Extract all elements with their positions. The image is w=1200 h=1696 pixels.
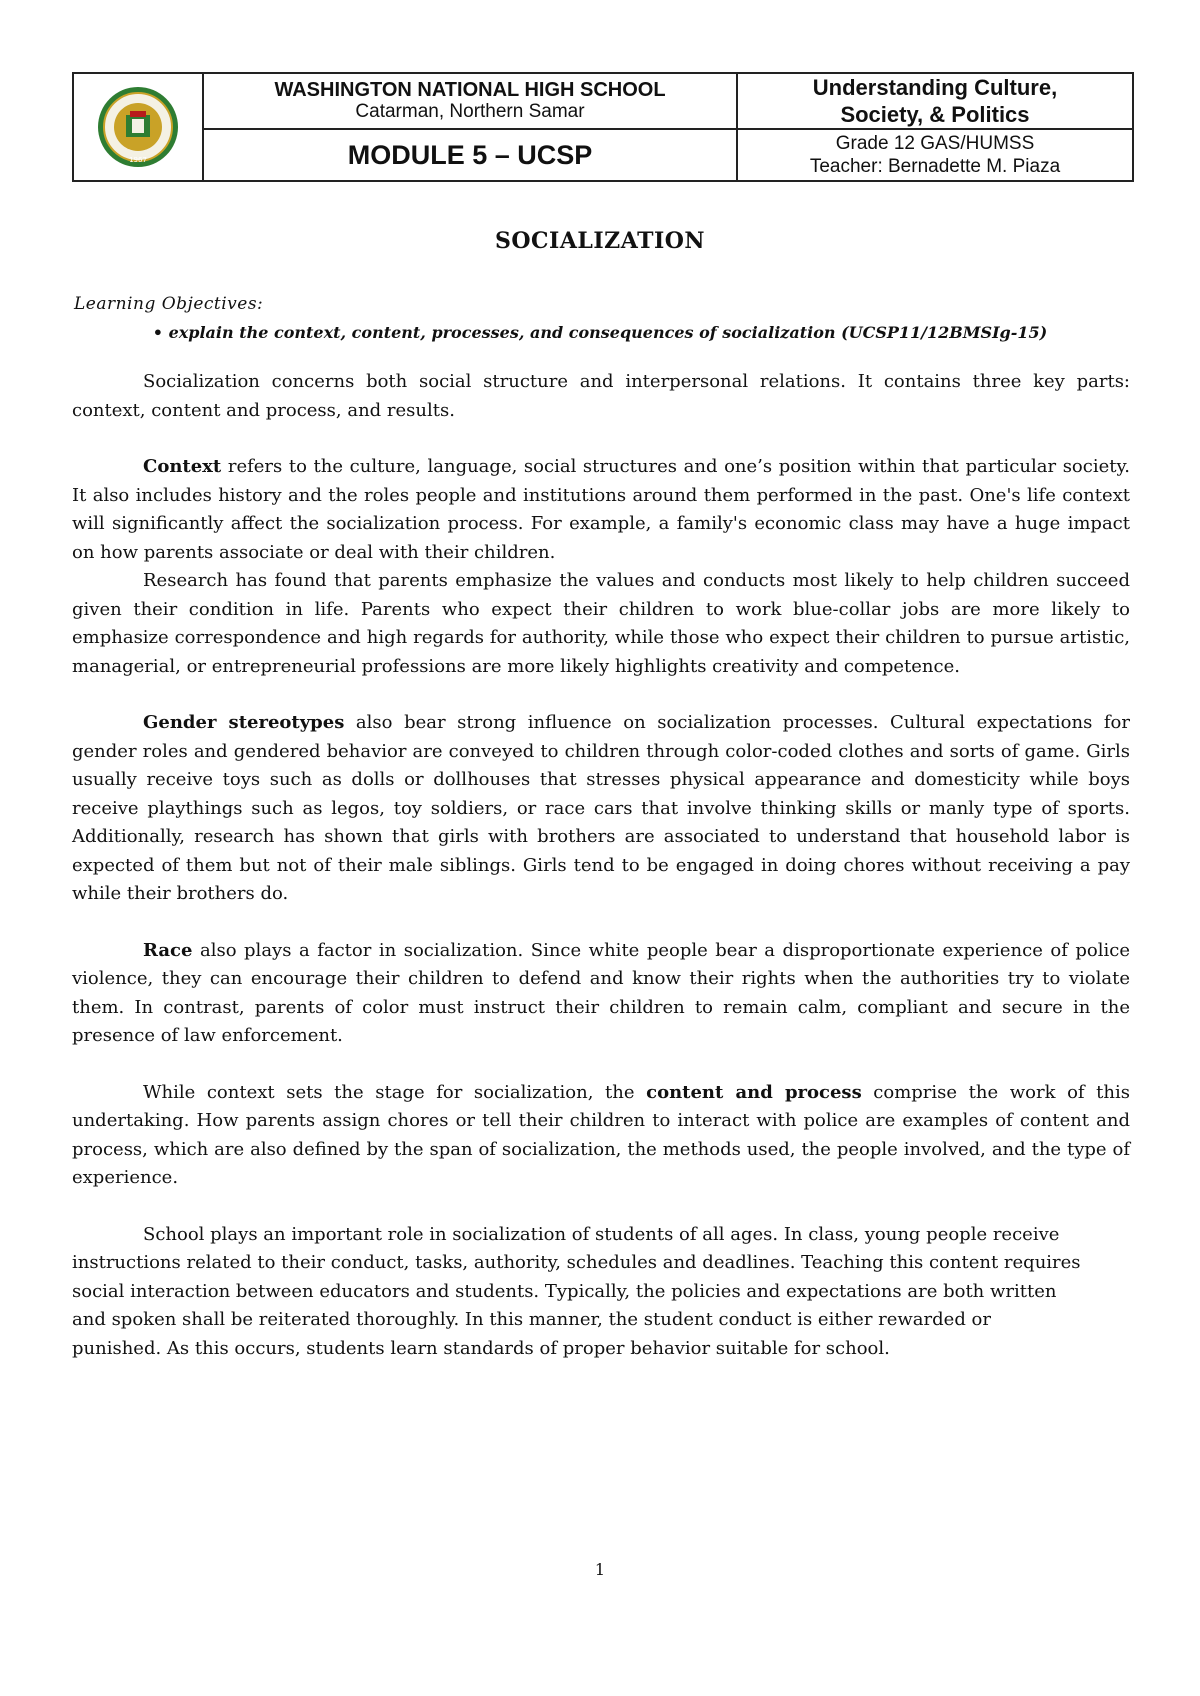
objective-item: • explain the context, content, processes, and consequences of socialization (UCSP11/12BMSIg-15) [152,323,1048,342]
school-logo-cell [73,73,203,181]
subject-cell [737,73,1133,129]
paragraph-content-process-text: comprise the work of this undertaking. How parents assign chores or tell their children to interact with police are examples of content and process, which are also defined by the span of socialization, the methods used, the people involved, and the type of experience. [72,1081,1130,1188]
school-location: Catarman, Northern Samar [355,101,585,122]
body-content [72,368,1130,1363]
teacher-name: Teacher: Bernadette M. Piaza [809,156,1061,177]
school-info-cell [203,73,737,129]
page-number: 1 [594,1560,606,1579]
subject-line-2: Society, & Politics [840,102,1030,127]
paragraph-context-text: refers to the culture, language, social structures and one’s position within that particular society. It also includes history and the roles people and institutions around them performed in the past. One's life context will significantly affect the socialization process. For example, a family's economic class may have a huge impact on how parents associate or deal with their children. [72,456,1130,563]
term-content-and-process: content and process [646,1081,862,1103]
term-race: Race [143,939,193,961]
subject-line-1: Understanding Culture, [812,75,1058,100]
paragraph-school: School plays an important role in socialization of students of all ages. In class, young people receive instructions related to their conduct, tasks, authority, schedules and deadlines. Teaching this content requires social interaction between educators and students. Typically, the policies and expectations are both written and spoken shall be reiterated thoroughly. In this manner, the student conduct is either rewarded or punished. As this occurs, students learn standards of proper behavior suitable for school. [72,1223,1081,1359]
paragraph-gender-text: also bear strong influence on socialization processes. Cultural expectations for gender roles and gendered behavior are conveyed to children through color-coded clothes and sorts of game. Girls usually receive toys such as dolls or dollhouses that stresses physical appearance and domesticity while boys receive playthings such as legos, toy soldiers, or race cars that involve thinking skills or manly type of sports. Additionally, research has shown that girls with brothers are associated to understand that household labor is expected of them but not of their male siblings. Girls tend to be engaged in doing chores without receiving a pay while their brothers do. [72,712,1130,904]
term-context: Context [143,456,222,477]
term-gender-stereotypes: Gender stereotypes [143,712,345,733]
module-title: MODULE 5 – UCSP [203,129,737,181]
paragraph-research: Research has found that parents emphasize the values and conducts most likely to help children succeed given their condition in life. Parents who expect their children to work blue-collar jobs are more likely to emphasize correspondence and high regards for authority, while those who expect their children to pursue artistic, managerial, or entrepreneurial professions are more likely highlights creativity and competence. [72,570,1130,677]
page-title: SOCIALIZATION [494,228,706,254]
paragraph-context [72,453,1130,567]
paragraph-gender [72,709,1130,909]
objectives-label: Learning Objectives: [74,294,264,314]
logo-year: 1967 [129,156,147,164]
school-seal-icon [96,85,180,169]
paragraph-content-process-lead: While context sets the stage for socialization, the [143,1081,647,1103]
school-name: WASHINGTON NATIONAL HIGH SCHOOL [274,79,666,101]
paragraph-intro: Socialization concerns both social structure and interpersonal relations. It contains three key parts: context, content and process, and results. [72,371,1130,421]
paragraph-race-text: also plays a factor in socialization. Since white people bear a disproportionate experience of police violence, they can encourage their children to defend and know their rights when the authorities try to violate them. In contrast, parents of color must instruct their children to remain calm, compliant and secure in the presence of law enforcement. [72,939,1130,1046]
grade-teacher-cell [737,129,1133,181]
header-table [72,72,1134,182]
paragraph-content-process [72,1079,1130,1193]
paragraph-race [72,937,1130,1051]
grade-level: Grade 12 GAS/HUMSS [835,133,1035,154]
